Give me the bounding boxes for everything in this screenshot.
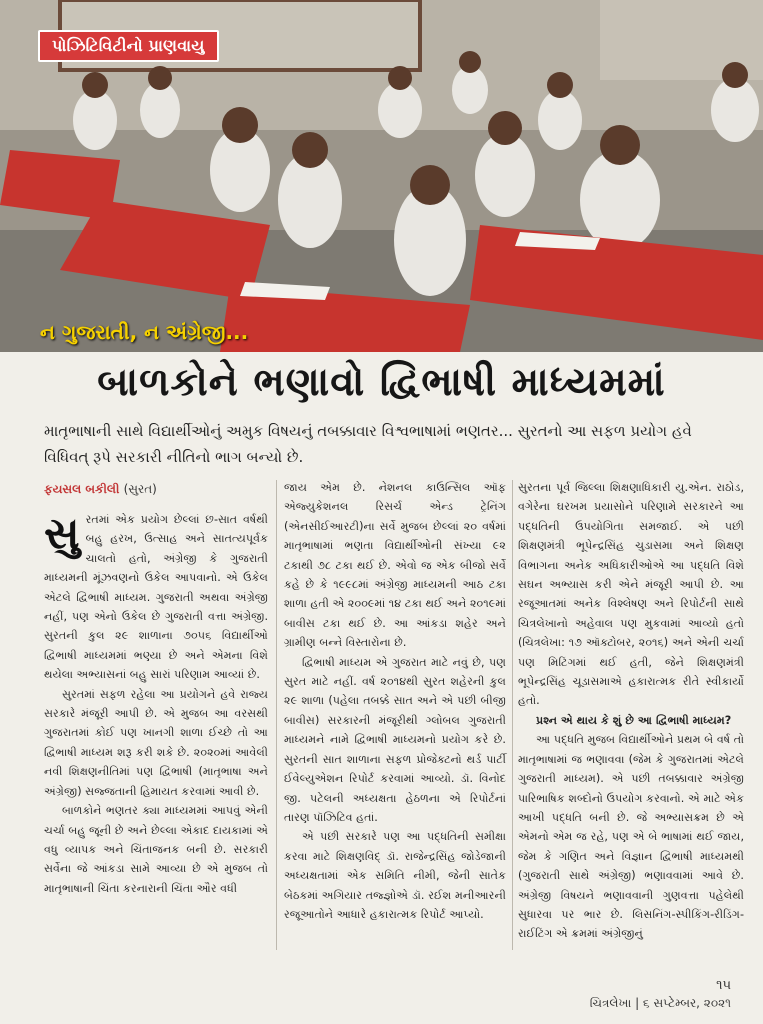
section-kicker: પોઝિટિવિટીનો પ્રાણવાયુ — [38, 30, 219, 62]
paragraph-text: રતમાં એક પ્રયોગ છેલ્લાં છ-સાત વર્ષથી બહુ હરખ, ઉત્સાહ અને સાતત્યપૂર્વક ચાલતો હતો, અંગ્રેજી કે ગુજરાતી માધ્યમની મૂંઝવણનો ઉકેલ આપવાનો. એ ઉકેલ એટલે દ્વિભાષી માધ્યમ. ગુજરાતી અથવા અંગ્રેજી નહીં, પણ એનો ઉકેલ છે ગુજરાતી વત્તા અંગ્રેજી. સુરતની કુલ ૨૯ શાળાના ૭૦૫૬ વિદ્યાર્થીઓ દ્વિભાષી માધ્યમમાં ભણ્યા છે અને એમના વિશે થયેલા અભ્યાસનાં બહુ સારાં પરિણામ આવ્યાં છે. — [44, 513, 268, 682]
paragraph: જાય એમ છે. નેશનલ કાઉન્સિલ ઑફ એજ્યુકેશનલ રિસર્ચ એન્ડ ટ્રેનિંગ (એનસીઈઆરટી)ના સર્વે મુજબ છેલ્લાં ૨૦ વર્ષમાં માતૃભાષામાં ભણતા વિદ્યાર્થીઓની સંખ્યા ૯૨ ટકાથી ૭૮ ટકા થઈ છે. એવો જ એક બીજો સર્વે કહે છે કે ૧૯૯૮માં અંગ્રેજી માધ્યમની આઠ ટકા શાળા હતી એ ૨૦૦૯માં ૧૪ ટકા થઈ અને ૨૦૧૯માં બાવીસ ટકા થઈ છે. આ આંકડા શહેર અને ગ્રામીણ બન્ને વિસ્તારોના છે. — [284, 481, 506, 650]
byline-name: ફયસલ બકીલી — [44, 482, 120, 496]
byline — [44, 482, 157, 497]
article-column-3 — [518, 478, 744, 944]
deck: માતૃભાષાની સાથે વિદ્યાર્થીઓનું અમુક વિષયનું તબક્કાવાર વિશ્વભાષામાં ભણતર... સુરતનો આ સફળ પ્રયોગ હવે વિધિવત્ રૂપે સરકારી નીતિનો ભાગ બન્યો છે. — [44, 422, 692, 466]
paragraph — [44, 510, 268, 685]
column-divider — [276, 480, 277, 950]
column-divider — [512, 480, 513, 950]
page-footer: ચિત્રલેખા | ૬ સપ્ટેમ્બર, ૨૦૨૧ — [589, 996, 731, 1010]
article-column-2 — [284, 478, 506, 924]
dropcap: સુ — [44, 508, 80, 559]
paragraph: એ પછી સરકારે પણ આ પદ્ધતિની સમીક્ષા કરવા માટે શિક્ષણવિદ્ ડૉ. રાજેન્દ્રસિંહ જોડેજાની અધ્યક્ષતામાં એક સમિતિ નીમી, જેની સાતેક બેઠકમાં અગિયાર તજ્જ્ઞોએ ડૉ. રઈશ મનીઆરની રજૂઆતોને આધારે હકારાત્મક રિપોર્ટ આપ્યો. — [284, 830, 506, 921]
page-number: ૧૫ — [716, 978, 731, 993]
paragraph: આ પદ્ધતિ મુજબ વિદ્યાર્થીઓને પ્રથમ બે વર્ષ તો માતૃભાષામાં જ ભણાવવા (જેમ કે ગુજરાતમાં એટલે ગુજરાતી માધ્યમ). એ પછી તબક્કાવાર અંગ્રેજી પારિભાષિક શબ્દોનો ઉપયોગ કરવાનો. એ માટે એક આખી પદ્ધતિ બની છે. જે અભ્યાસક્રમ છે એ એમનો એમ જ રહે, પણ એ બે ભાષામાં થઈ જાય, જેમ કે ગણિત અને વિજ્ઞાન દ્વિભાષી માધ્યમથી (ગુજરાતી સાથે અંગ્રેજી) ભણાવવામાં આવે છે. અંગ્રેજી વિષયને ભણાવવાની ગુણવત્તા પહેલેથી સુધારવા પર ભાર છે. લિસનિંગ-સ્પીકિંગ-રીડિંગ-રાઈટિંગ એ ક્રમમાં અંગ્રેજીનું — [518, 733, 744, 941]
byline-location: (સુરત) — [123, 482, 157, 496]
classroom-photo — [0, 0, 763, 352]
article-column-1 — [44, 510, 268, 898]
question-subhead: પ્રશ્ન એ થાય કે શું છે આ દ્વિભાષી માધ્યમ? — [536, 713, 732, 727]
paragraph: સુરતના પૂર્વ જિલ્લા શિક્ષણાધિકારી યુ.એન. રાઠોડ, વગેરેના ઘરખમ પ્રયાસોને પરિણામે સરકારને આ પદ્ધતિની ઉપયોગિતા સમજાઈ. એ પછી શિક્ષણમંત્રી ભૂપેન્દ્રસિંહ ચુડાસમા અને શિક્ષણ વિભાગના અનેક અધિકારીઓએ આ પદ્ધતિ વિશે સઘન અભ્યાસ કરી એને મંજૂરી આપી છે. આ રજૂઆતમાં અનેક વિશ્લેષણ અને રિપોર્ટની સાથે ચિત્રલેખાનો અહેવાલ પણ મુકવામાં આવ્યો હતો (ચિત્રલેખા: ૧૭ ઑક્ટોબર, ૨૦૧૬) અને એની ચર્ચા પણ મિટિંગમાં થઈ હતી, જેને શિક્ષણમંત્રી ભૂપેન્દ્રસિંહ ચૂડાસમાએ હકારાત્મક રીતે સ્વીકાર્યો હતો. — [518, 481, 744, 708]
paragraph: બાળકોને ભણતર ક્યા માધ્યમમાં આપવું એની ચર્ચા બહુ જૂની છે અને છેલ્લા એકાદ દાયકામાં એ વધુ વ્યાપક અને ચિંતાજનક બની છે. સરકારી સર્વેના જે આંકડા સામે આવ્યા છે એ મુજબ તો માતૃભાષાની ચિંતા કરનારાની ચિંતા ઔર વધી — [44, 804, 268, 895]
headline: બાળકોને ભણાવો દ્વિભાષી માધ્યમમાં — [97, 360, 666, 405]
photo-tagline: ન ગુજરાતી, ન અંગ્રેજી... — [40, 320, 249, 344]
paragraph: દ્વિભાષી માધ્યમ એ ગુજરાત માટે નવું છે, પણ સુરત માટે નહીં. વર્ષ ૨૦૧૪થી સુરત શહેરની કુલ ૨૯ શાળા (પહેલા તબક્કે સાત અને એ પછી બીજી બાવીસ) સરકારની મંજૂરીથી ગ્લોબલ ગુજરાતી માધ્યમને નામે દ્વિભાષી માધ્યમનો પ્રયોગ કરે છે. સુરતની સાત શાળાના સફળ પ્રોજેક્ટનો થર્ડ પાર્ટી ઈવેલ્યુએશન રિપોર્ટ કરવામાં આવ્યો. ડૉ. વિનોદ જી. પટેલની અધ્યક્ષતા હેઠળના એ રિપોર્ટનાં તારણ પૉઝિટિવ હતાં. — [284, 655, 506, 824]
paragraph: સુરતમાં સફળ રહેલા આ પ્રયોગને હવે રાજ્ય સરકારે મંજૂરી આપી છે. એ મુજબ આ વરસથી ગુજરાતમાં કોઈ પણ ખાનગી શાળા ઈચ્છે તો આ દ્વિભાષી માધ્યમ શરૂ કરી શકે છે. ૨૦૨૦માં આવેલી નવી શિક્ષણનીતિમાં પણ દ્વિભાષી (માતૃભાષા અને અંગ્રેજી) સજ્જતાની હિમાયત કરવામાં આવી છે. — [44, 687, 268, 798]
